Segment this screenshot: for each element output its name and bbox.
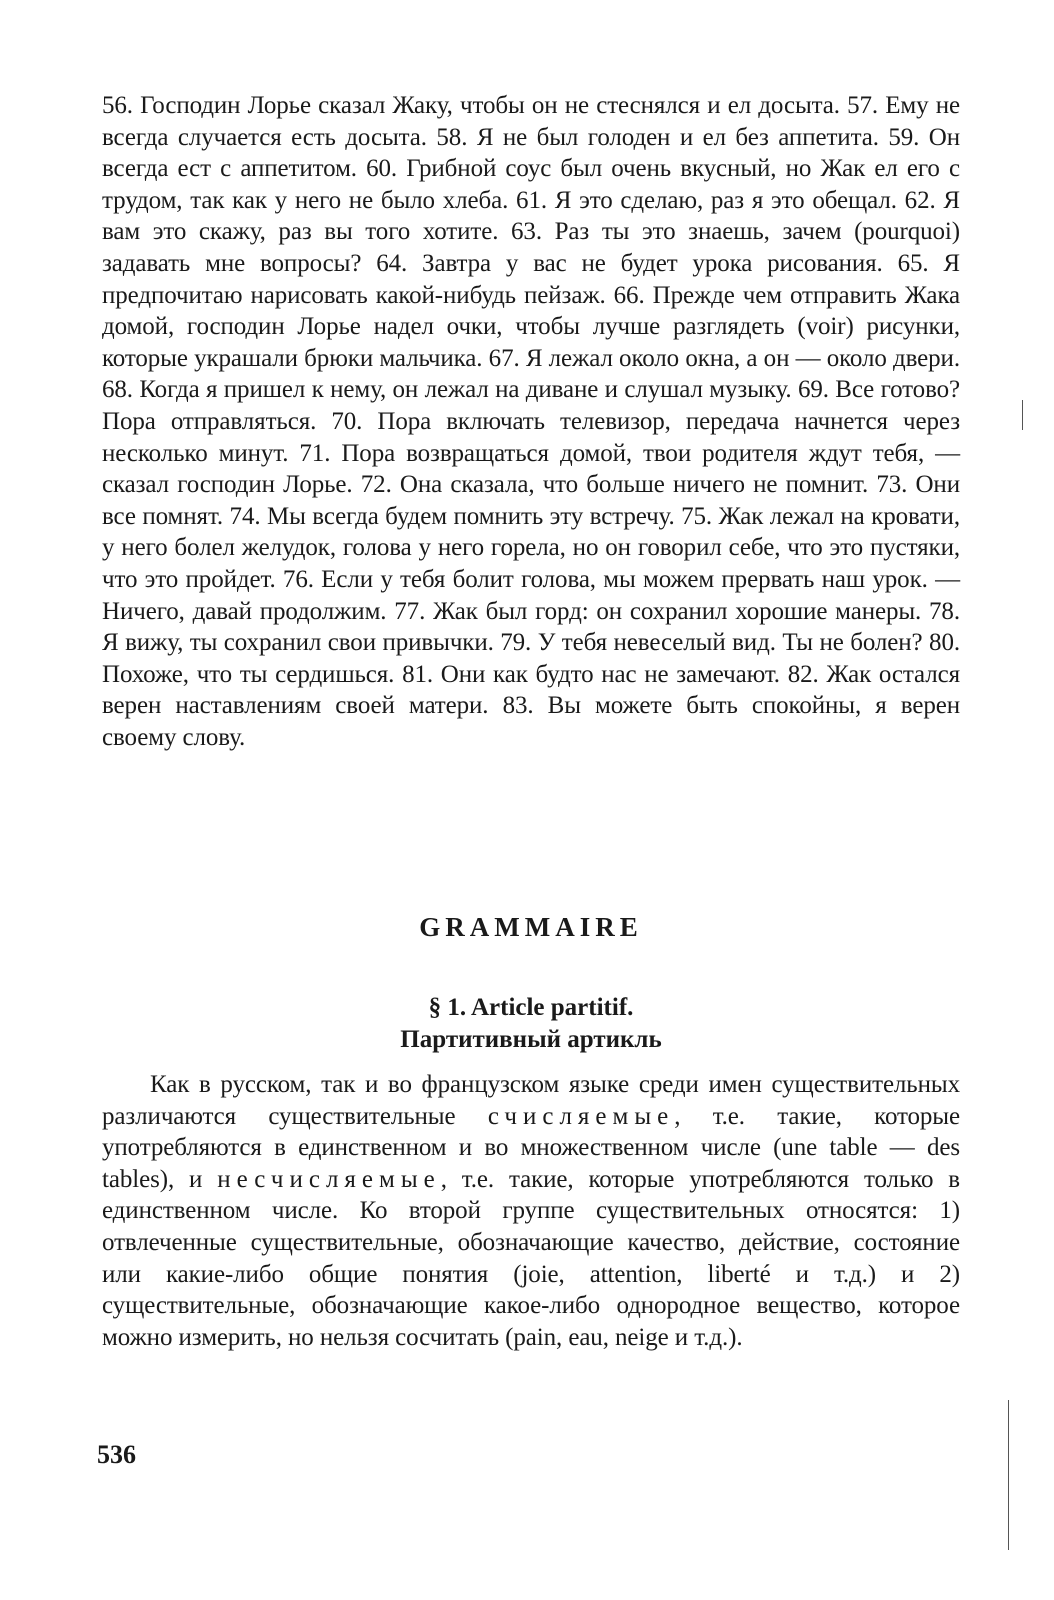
scan-edge-mark [1008, 1400, 1009, 1550]
term-countable: счисляемые [487, 1102, 675, 1130]
subsection-title-fr: § 1. Article partitif. [428, 994, 634, 1021]
subsection-title-ru: Партитивный артикль [400, 1026, 662, 1053]
page-number: 536 [97, 1440, 136, 1469]
scan-edge-mark [1022, 400, 1023, 430]
section-heading: GRAMMAIRE [419, 912, 643, 942]
grammar-paragraph [102, 1069, 960, 1353]
grammar-text-part3: , т.е. такие, которые употребляются только в единственном числе. Ко второй группе существительных относятся: 1) отвлеченные существительные, обозначающие качество, действие, состояние или какие-либо общие понятия (joie, attention, liberté и т.д.) и 2) существительные, обозначающие какое-либо однородное вещество, которое можно измерить, но нельзя сосчитать (pain, eau, neige и т.д.). [102, 1165, 960, 1351]
subsection-title [102, 992, 960, 1056]
term-uncountable: несчисляемые [217, 1165, 441, 1193]
page-content [102, 90, 961, 1351]
exercise-paragraph: 56. Господин Лорье сказал Жаку, чтобы он не стеснялся и ел досыта. 57. Ему не всегда случается есть досыта. 58. Я не был голоден и ел без аппетита. 59. Он всегда ест с аппетитом. 60. Грибной соус был очень вкусный, но Жак ел его с трудом, так как у него не было хлеба. 61. Я это сделаю, раз я это обещал. 62. Я вам это скажу, раз вы того хотите. 63. Раз ты это знаешь, зачем (pourquoi) задавать мне вопросы? 64. Завтра у вас не будет урока рисования. 65. Я предпочитаю нарисовать какой-нибудь пейзаж. 66. Прежде чем отправить Жака домой, господин Лорье надел очки, чтобы лучше разглядеть (voir) рисунки, которые украшали брюки мальчика. 67. Я лежал около окна, а он — около двери. 68. Когда я пришел к нему, он лежал на диване и слушал музыку. 69. Все готово? Пора отправляться. 70. Пора включать телевизор, передача начнется через несколько минут. 71. Пора возвращаться домой, твои родителя ждут тебя, — сказал господин Лорье. 72. Она сказала, что больше ничего не помнит. 73. Они все помнят. 74. Мы всегда будем помнить эту встречу. 75. Жак лежал на кровати, у него болел желудок, голова у него горела, но он говорил себе, что это пустяки, что это пройдет. 76. Если у тебя болит голова, мы можем прервать наш урок. — Ничего, давай продолжим. 77. Жак был горд: он сохранил хорошие манеры. 78. Я вижу, ты сохранил свои привычки. 79. У тебя невеселый вид. Ты не болен? 80. Похоже, что ты сердишься. 81. Они как будто нас не замечают. 82. Жак остался верен наставлениям своей матери. 83. Вы можете быть спокойны, я верен своему слову. [102, 92, 960, 751]
grammar-text-part1: Как в русском, так и во французском языке среди имен существительных различаются существительные [102, 1071, 960, 1130]
grammar-text-part2: , т.е. такие, которые употребляются в единственном и во множественном числе (une table — des tables), и [102, 1102, 961, 1193]
